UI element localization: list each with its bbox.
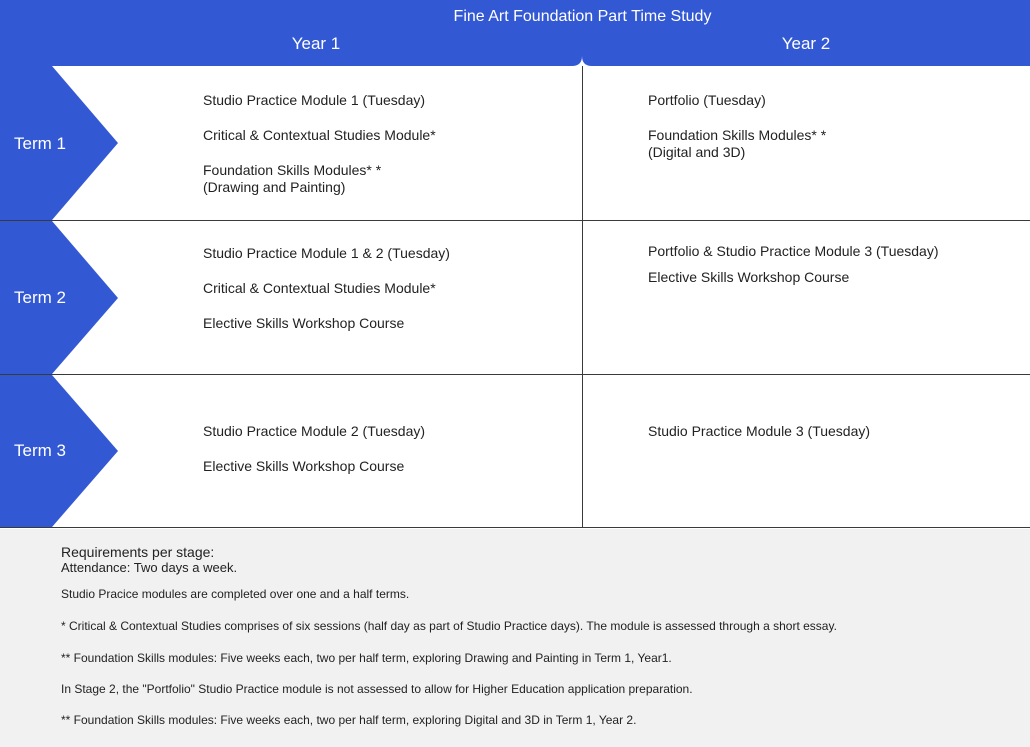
- term-row-2: [0, 221, 1030, 375]
- module-item: Critical & Contextual Studies Module*: [203, 127, 436, 143]
- requirements-title: Requirements per stage:: [61, 544, 215, 560]
- module-item: Portfolio & Studio Practice Module 3 (Tuesday): [648, 243, 939, 259]
- footnote: * Critical & Contextual Studies comprises of six sessions (half day as part of Studio Practice days). The module is assessed through a short essay.: [61, 619, 837, 633]
- column-header-year-2: Year 2: [781, 34, 831, 53]
- module-item: Elective Skills Workshop Course: [648, 269, 850, 285]
- module-item: Studio Practice Module 1 (Tuesday): [203, 92, 426, 108]
- year-2-cell: [648, 423, 1018, 458]
- footnote: Studio Pracice modules are completed over one and a half terms.: [61, 587, 410, 601]
- module-item: Critical & Contextual Studies Module*: [203, 280, 436, 296]
- year-1-cell: [203, 92, 573, 214]
- year-1-cell: [203, 423, 573, 493]
- module-item: Portfolio (Tuesday): [648, 92, 766, 108]
- module-item: Foundation Skills Modules* * (Drawing and Painting): [203, 162, 382, 195]
- attendance-text: Attendance: Two days a week.: [61, 560, 238, 575]
- requirements-panel: [0, 529, 1030, 747]
- module-item: Elective Skills Workshop Course: [203, 458, 405, 474]
- module-item: Elective Skills Workshop Course: [203, 315, 405, 331]
- term-row-1: [0, 66, 1030, 221]
- year-2-cell: [648, 92, 1018, 179]
- module-item: Studio Practice Module 3 (Tuesday): [648, 423, 871, 439]
- module-item: Studio Practice Module 2 (Tuesday): [203, 423, 426, 439]
- term-row-3: [0, 375, 1030, 528]
- module-item: Foundation Skills Modules* * (Digital and 3D): [648, 127, 827, 160]
- year-1-cell: [203, 245, 573, 350]
- footnote: ** Foundation Skills modules: Five weeks each, two per half term, exploring Digital and 3D in Term 1, Year 2.: [61, 713, 637, 727]
- term-label: Term 2: [14, 288, 66, 307]
- module-item: Studio Practice Module 1 & 2 (Tuesday): [203, 245, 450, 261]
- footnote: In Stage 2, the "Portfolio" Studio Practice module is not assessed to allow for Higher Education application preparation.: [61, 682, 693, 696]
- column-header-year-1: Year 1: [291, 34, 341, 53]
- term-label: Term 3: [14, 441, 66, 460]
- term-label: Term 1: [14, 134, 66, 153]
- page-title: Fine Art Foundation Part Time Study: [453, 8, 712, 25]
- footnote: ** Foundation Skills modules: Five weeks each, two per half term, exploring Drawing and Painting in Term 1, Year1.: [61, 651, 672, 665]
- year-2-cell: [648, 243, 1018, 304]
- header-banner: [0, 0, 1030, 66]
